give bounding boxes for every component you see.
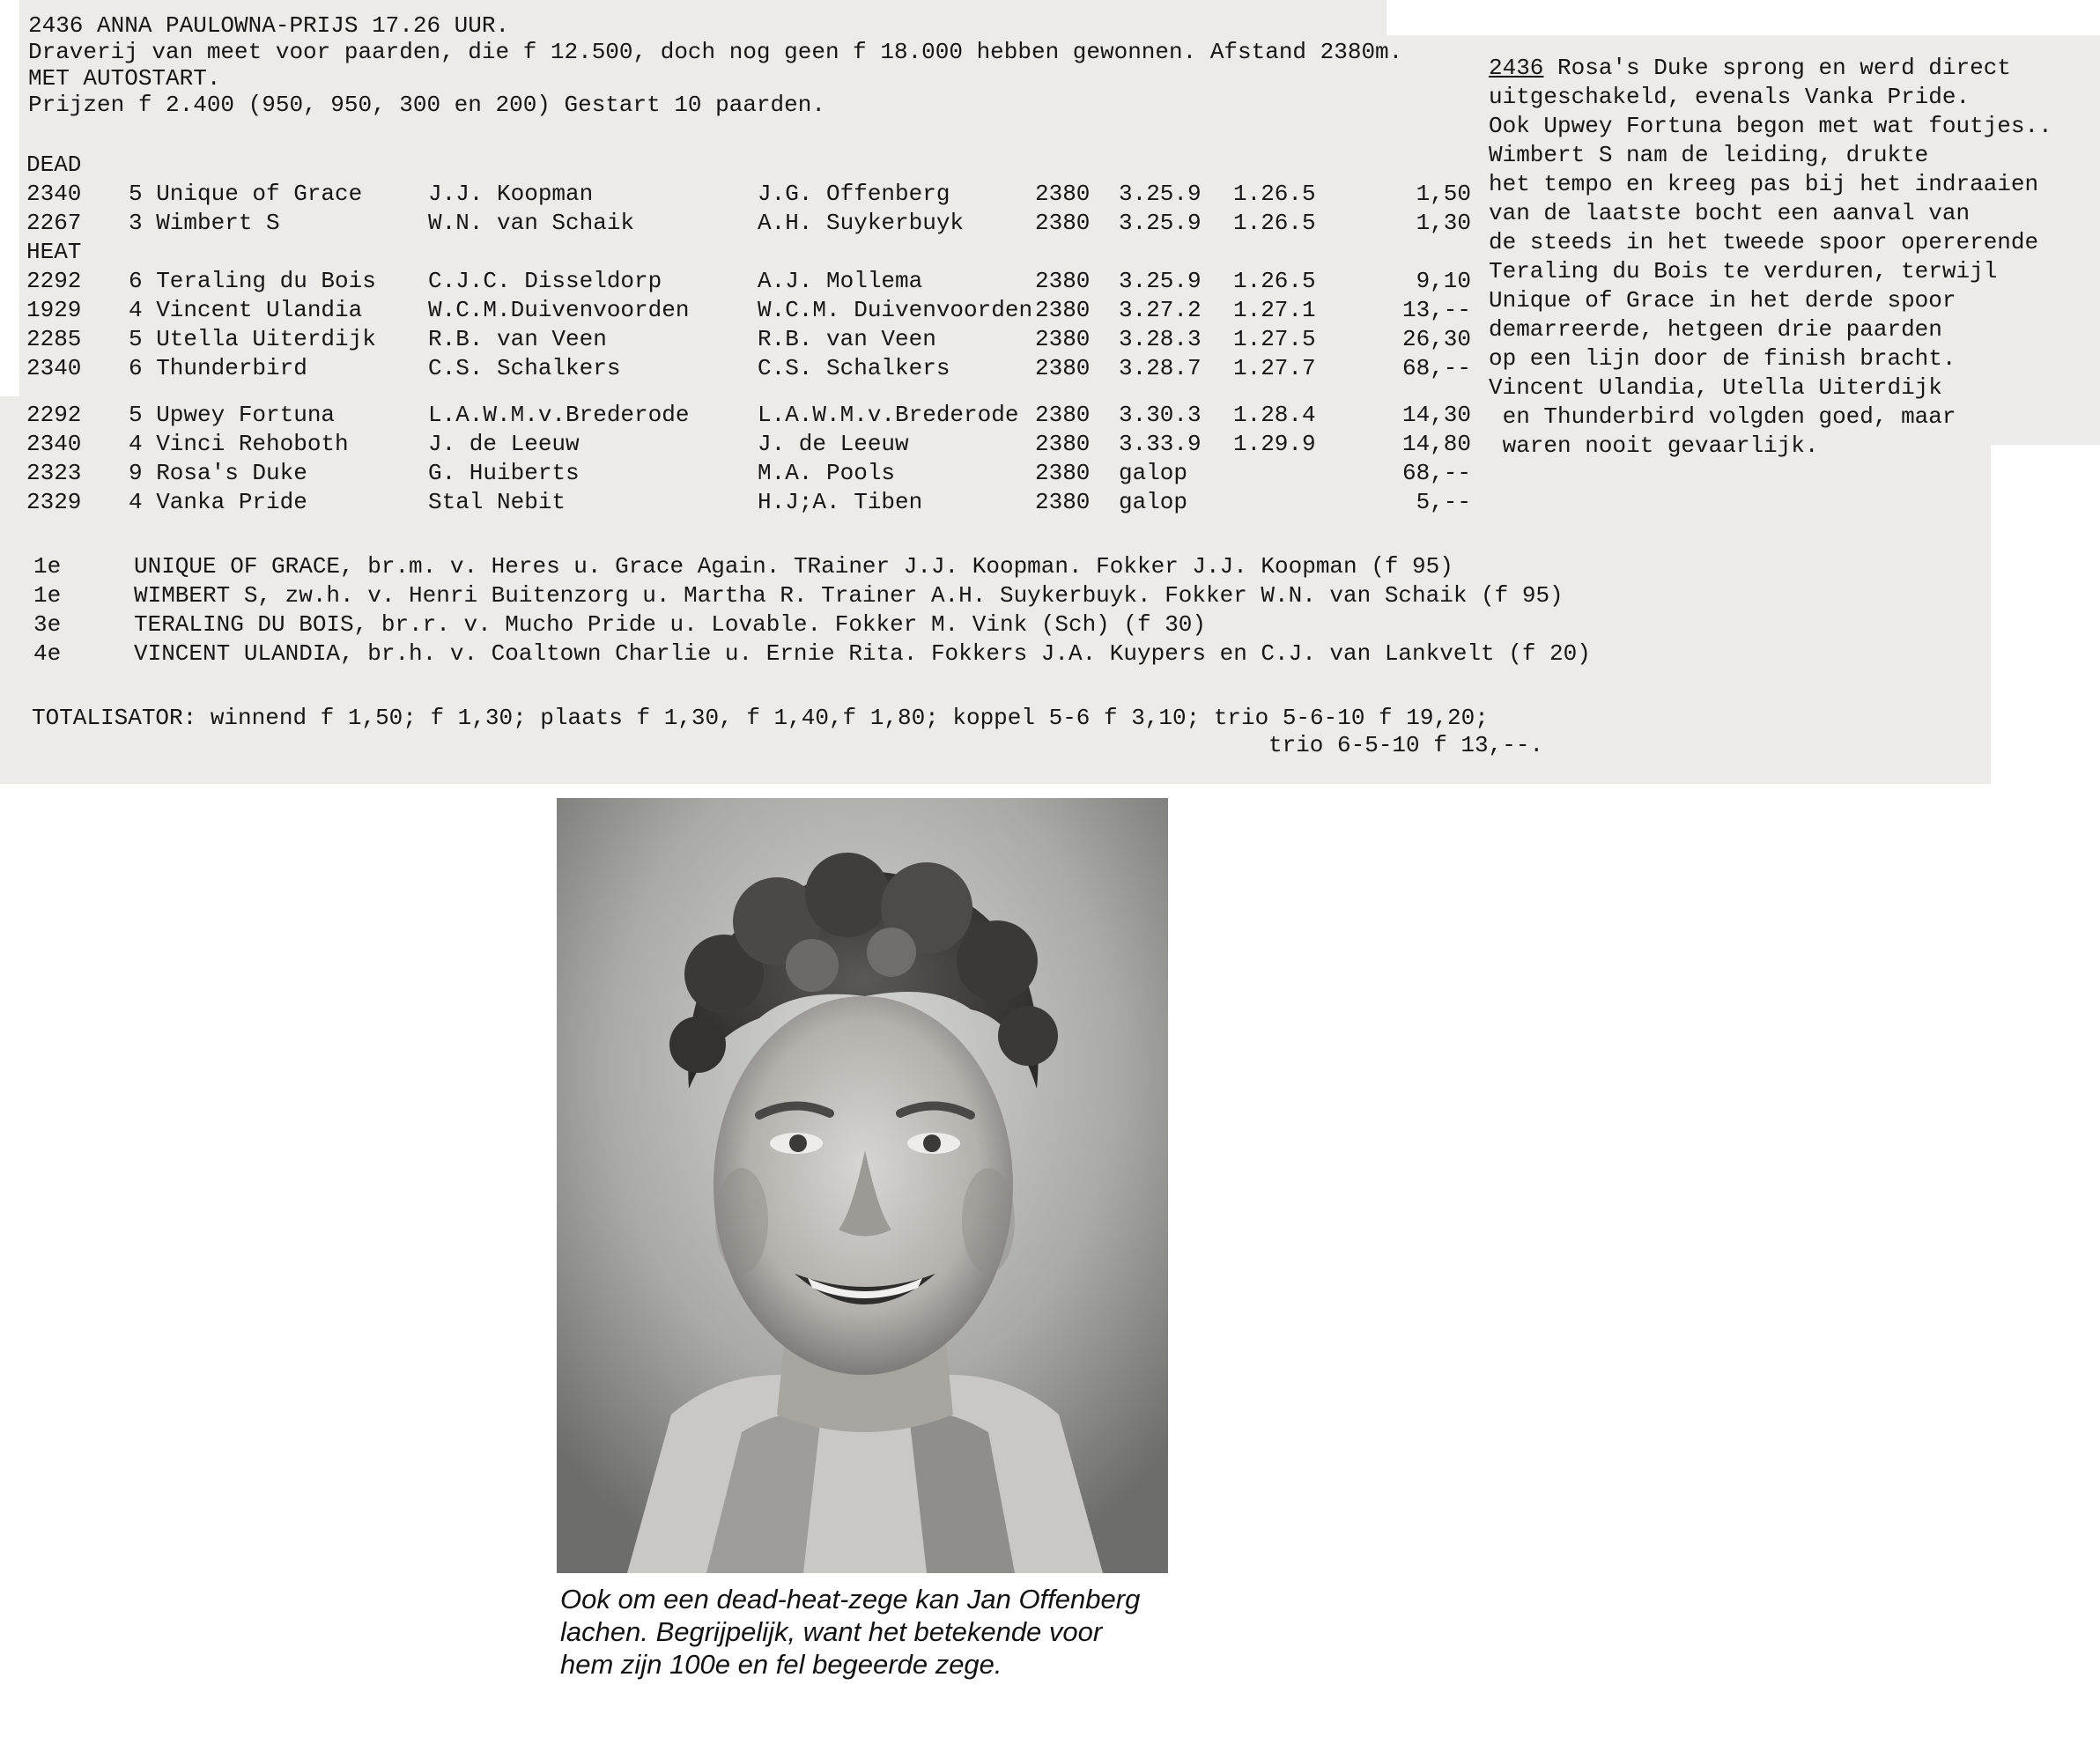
caption-line-2: lachen. Begrijpelijk, want het betekende voor (560, 1616, 1103, 1647)
pedigree-text: UNIQUE OF GRACE, br.m. v. Heres u. Grace Again. TRainer J.J. Koopman. Fokker J.J. Koopman (f 95) (134, 553, 1453, 580)
result-driver: L.A.W.M.v.Brederode (758, 402, 1019, 428)
result-driver: M.A. Pools (758, 460, 896, 486)
result-odds: 14,80 (1401, 431, 1471, 457)
result-driver: R.B. van Veen (758, 326, 936, 352)
totalisator-line-2: trio 6-5-10 f 13,--. (1268, 732, 1544, 758)
result-odds: 13,-- (1401, 297, 1471, 323)
commentary-line: uitgeschakeld, evenals Vanka Pride. (1489, 84, 1971, 110)
race-commentary (1489, 55, 2052, 459)
result-t1: 3.25.9 (1119, 210, 1202, 236)
result-dist: 2380 (1035, 402, 1091, 428)
result-dist: 2380 (1035, 268, 1091, 294)
portrait-photo (557, 798, 1168, 1573)
result-t2: 1.27.1 (1233, 297, 1316, 323)
commentary-line: waren nooit gevaarlijk. (1489, 432, 1819, 459)
result-t1: 3.33.9 (1119, 431, 1202, 457)
totalisator-line-1: TOTALISATOR: winnend f 1,50; f 1,30; plaats f 1,30, f 1,40,f 1,80; koppel 5-6 f 3,10; trio 5-6-10 f 19,20; (32, 705, 1489, 731)
result-odds: 68,-- (1401, 355, 1471, 381)
pedigree-rank: 1e (33, 553, 62, 580)
result-dist: 2380 (1035, 355, 1091, 381)
result-trainer: W.C.M.Duivenvoorden (428, 297, 690, 323)
result-num: 2329 (26, 489, 82, 515)
result-driver: W.C.M. Duivenvoorden (758, 297, 1033, 323)
result-horse: 5 Upwey Fortuna (129, 402, 336, 428)
result-num: 2285 (26, 326, 82, 352)
result-horse: 9 Rosa's Duke (129, 460, 307, 486)
result-driver: J.G. Offenberg (758, 181, 950, 207)
commentary-line: het tempo en kreeg pas bij het indraaien (1489, 171, 2039, 197)
result-t2: 1.29.9 (1233, 431, 1316, 457)
result-trainer: W.N. van Schaik (428, 210, 635, 236)
result-num: 2292 (26, 268, 82, 294)
pedigree-text: TERALING DU BOIS, br.r. v. Mucho Pride u. Lovable. Fokker M. Vink (Sch) (f 30) (134, 611, 1206, 638)
result-num: 2340 (26, 355, 82, 381)
result-horse: 6 Teraling du Bois (129, 268, 376, 294)
commentary-line: Vincent Ulandia, Utella Uiterdijk (1489, 374, 1942, 401)
result-trainer: J. de Leeuw (428, 431, 580, 457)
result-horse: 3 Wimbert S (129, 210, 280, 236)
race-title-line: 2436 ANNA PAULOWNA-PRIJS 17.26 UUR. (28, 12, 510, 39)
dead-label: DEAD (26, 151, 82, 178)
commentary-line: en Thunderbird volgden goed, maar (1489, 403, 1956, 430)
commentary-line: de steeds in het tweede spoor opererende (1489, 229, 2039, 255)
race-prizes-line: Prijzen f 2.400 (950, 950, 300 en 200) Gestart 10 paarden. (28, 92, 825, 118)
result-horse: 5 Utella Uiterdijk (129, 326, 376, 352)
commentary-lines (1489, 84, 2052, 459)
result-dist: 2380 (1035, 460, 1091, 486)
result-num: 2340 (26, 181, 82, 207)
result-horse: 4 Vanka Pride (129, 489, 307, 515)
result-trainer: C.J.C. Disseldorp (428, 268, 662, 294)
result-odds: 26,30 (1401, 326, 1471, 352)
race-header (28, 12, 1402, 118)
result-dist: 2380 (1035, 431, 1091, 457)
commentary-line: Unique of Grace in het derde spoor (1489, 287, 1956, 314)
result-num: 2340 (26, 431, 82, 457)
result-t1: galop (1119, 489, 1188, 515)
result-driver: J. de Leeuw (758, 431, 909, 457)
result-dist: 2380 (1035, 489, 1091, 515)
result-horse: 5 Unique of Grace (129, 181, 363, 207)
result-t2: 1.26.5 (1233, 268, 1316, 294)
result-num: 2292 (26, 402, 82, 428)
result-t1: 3.27.2 (1119, 297, 1202, 323)
result-t1: 3.25.9 (1119, 268, 1202, 294)
result-dist: 2380 (1035, 181, 1091, 207)
result-t2: 1.27.7 (1233, 355, 1316, 381)
photo-caption (560, 1583, 1194, 1681)
result-driver: A.J. Mollema (758, 268, 923, 294)
caption-line-1: Ook om een dead-heat-zege kan Jan Offenberg (560, 1584, 1141, 1615)
result-num: 1929 (26, 297, 82, 323)
result-t1: 3.28.3 (1119, 326, 1202, 352)
result-t1: 3.25.9 (1119, 181, 1202, 207)
pedigree-text: WIMBERT S, zw.h. v. Henri Buitenzorg u. Martha R. Trainer A.H. Suykerbuyk. Fokker W.N. van Schaik (f 95) (134, 582, 1564, 609)
result-driver: A.H. Suykerbuyk (758, 210, 965, 236)
result-t1: galop (1119, 460, 1188, 486)
result-t2: 1.26.5 (1233, 210, 1316, 236)
commentary-first-line-text: Rosa's Duke sprong en werd direct (1543, 55, 2011, 81)
totalisator (32, 705, 1543, 759)
result-trainer: G. Huiberts (428, 460, 580, 486)
commentary-line: Ook Upwey Fortuna begon met wat foutjes.. (1489, 113, 2052, 139)
result-trainer: J.J. Koopman (428, 181, 594, 207)
pedigree-rank: 3e (33, 611, 62, 638)
commentary-race-ref: 2436 (1489, 55, 1544, 81)
caption-line-3: hem zijn 100e en fel begeerde zege. (560, 1649, 1002, 1680)
result-odds: 14,30 (1401, 402, 1471, 428)
result-t2: 1.28.4 (1233, 402, 1316, 428)
pedigree-rank: 4e (33, 640, 62, 667)
result-horse: 6 Thunderbird (129, 355, 307, 381)
result-driver: C.S. Schalkers (758, 355, 950, 381)
result-t1: 3.28.7 (1119, 355, 1202, 381)
heat-label: HEAT (26, 239, 82, 265)
result-trainer: Stal Nebit (428, 489, 566, 515)
result-t1: 3.30.3 (1119, 402, 1202, 428)
commentary-line: Teraling du Bois te verduren, terwijl (1489, 258, 1998, 285)
commentary-first-line (1489, 55, 2052, 84)
pedigree-text: VINCENT ULANDIA, br.h. v. Coaltown Charlie u. Ernie Rita. Fokkers J.A. Kuypers en C.J. van Lankvelt (f 20) (134, 640, 1591, 667)
result-num: 2267 (26, 210, 82, 236)
result-horse: 4 Vincent Ulandia (129, 297, 363, 323)
result-trainer: L.A.W.M.v.Brederode (428, 402, 690, 428)
result-odds: 1,30 (1416, 210, 1471, 236)
result-trainer: R.B. van Veen (428, 326, 607, 352)
commentary-line: van de laatste bocht een aanval van (1489, 200, 1971, 226)
result-horse: 4 Vinci Rehoboth (129, 431, 349, 457)
result-trainer: C.S. Schalkers (428, 355, 621, 381)
result-driver: H.J;A. Tiben (758, 489, 923, 515)
race-conditions-line: Draverij van meet voor paarden, die f 12.500, doch nog geen f 18.000 hebben gewonnen. Afstand 2380m. (28, 39, 1403, 65)
result-odds: 1,50 (1416, 181, 1471, 207)
result-odds: 5,-- (1416, 489, 1471, 515)
result-odds: 9,10 (1416, 268, 1471, 294)
race-start-line: MET AUTOSTART. (28, 65, 221, 92)
portrait-photo-image (557, 798, 1168, 1573)
pedigree-rank: 1e (33, 582, 62, 609)
commentary-line: Wimbert S nam de leiding, drukte (1489, 142, 1929, 168)
result-odds: 68,-- (1401, 460, 1471, 486)
commentary-line: demarreerde, hetgeen drie paarden (1489, 316, 1942, 343)
result-t2: 1.26.5 (1233, 181, 1316, 207)
result-dist: 2380 (1035, 210, 1091, 236)
result-dist: 2380 (1035, 297, 1091, 323)
commentary-line: op een lijn door de finish bracht. (1489, 345, 1956, 372)
result-t2: 1.27.5 (1233, 326, 1316, 352)
result-num: 2323 (26, 460, 82, 486)
result-dist: 2380 (1035, 326, 1091, 352)
